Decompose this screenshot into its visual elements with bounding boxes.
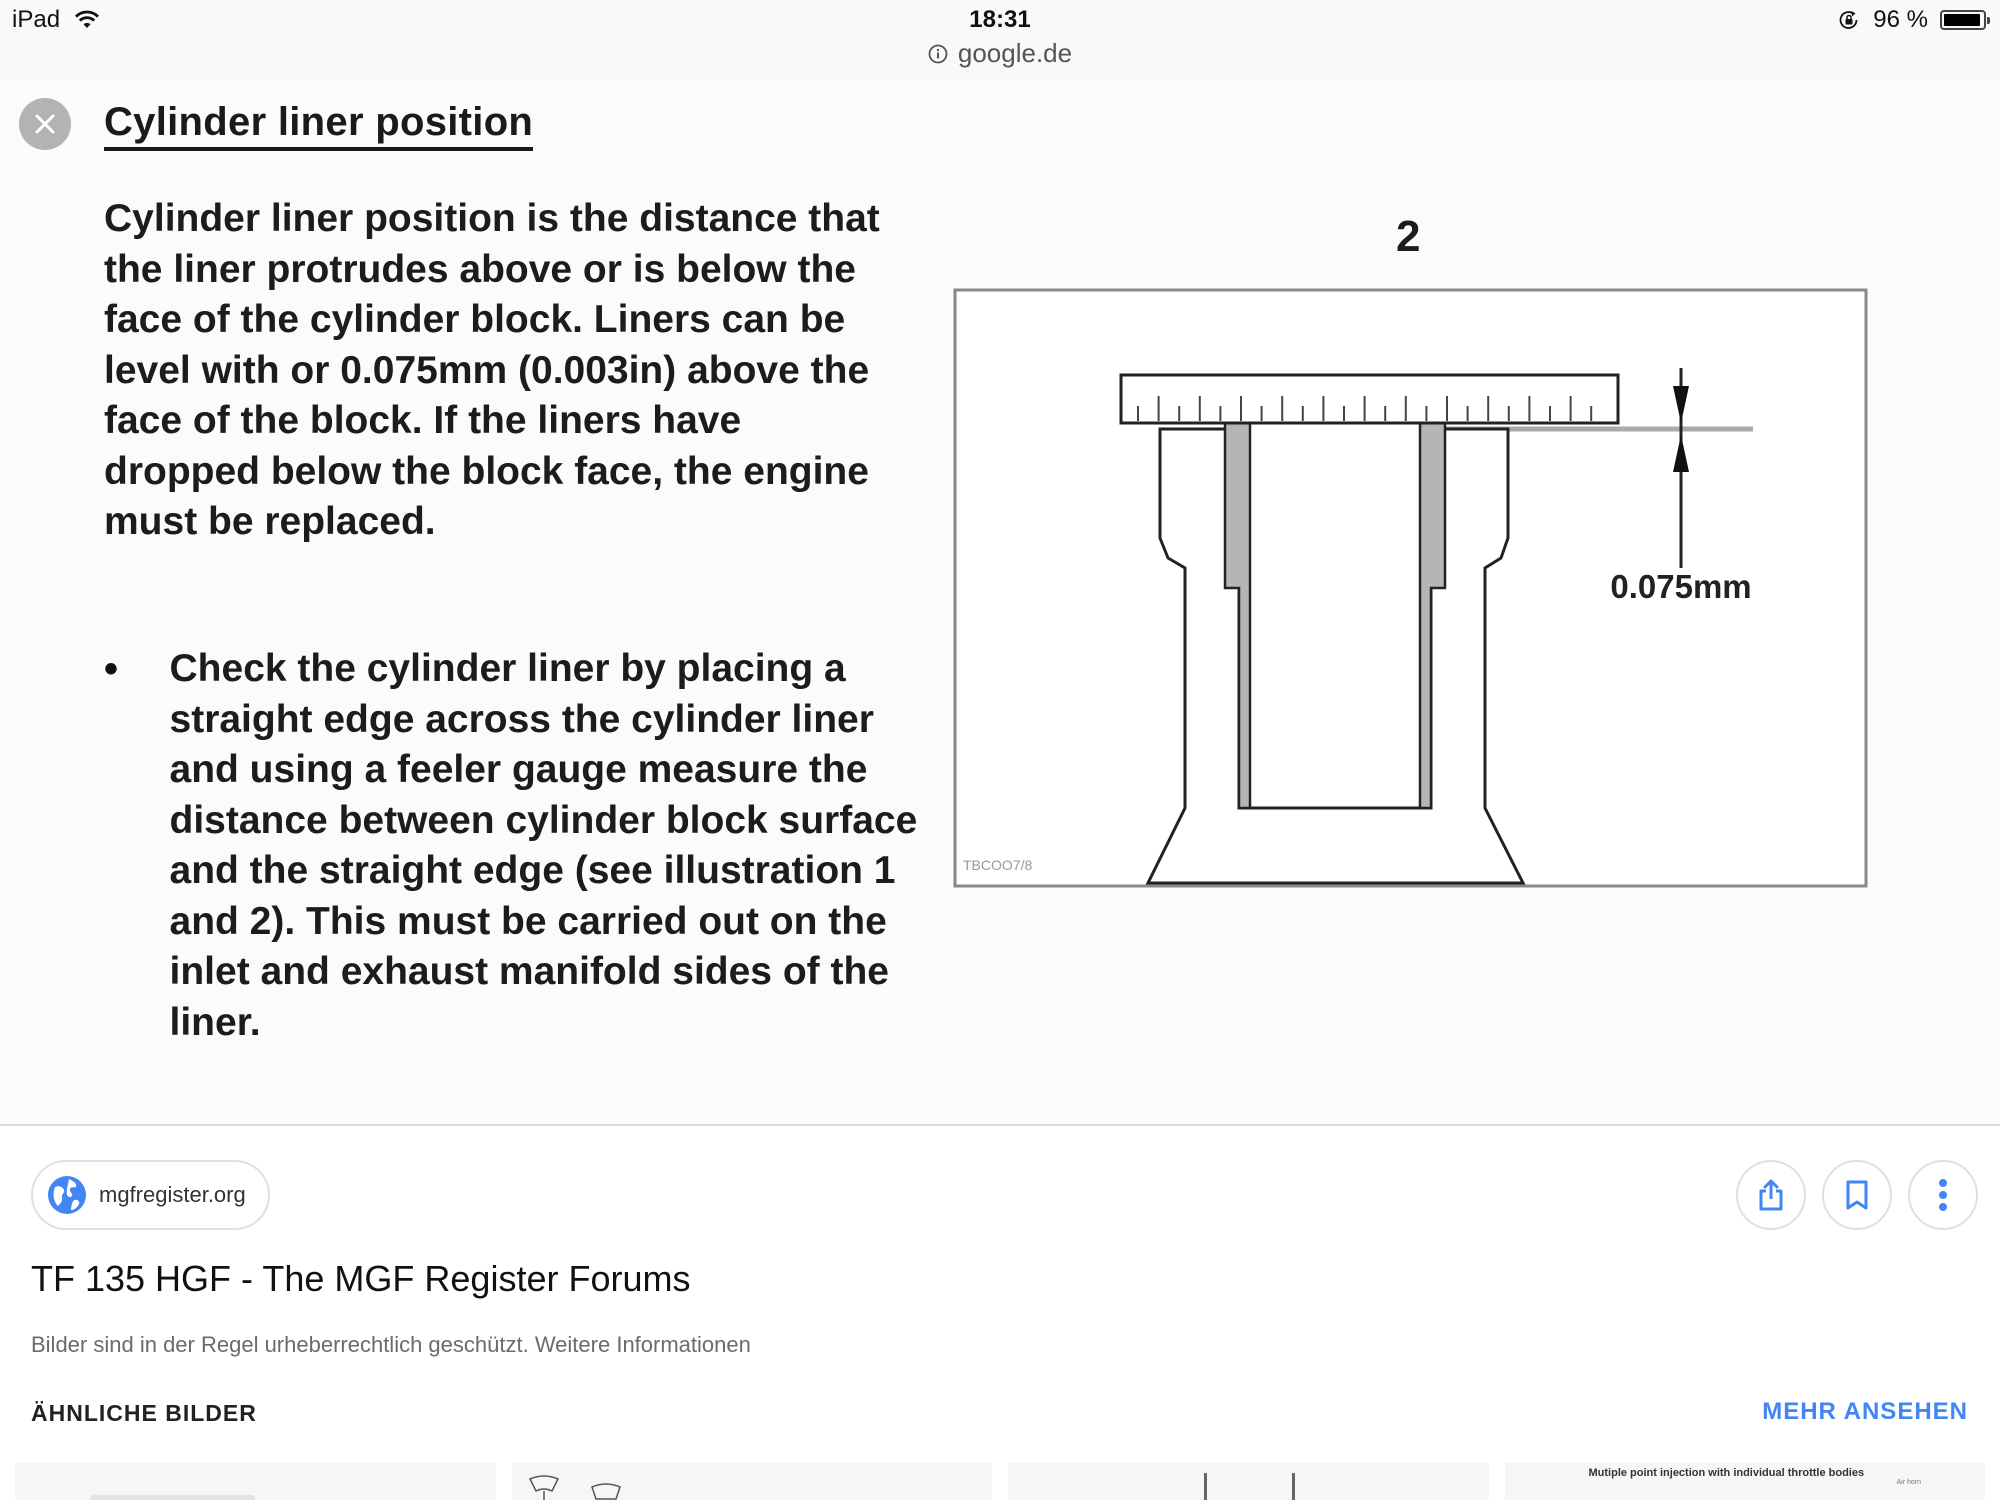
share-icon [1756,1178,1786,1212]
status-bar [0,0,2000,78]
status-right [1837,6,1986,34]
info-icon [928,44,948,64]
measurement-label: 0.075mm [1610,568,1752,605]
copyright-notice[interactable]: Bilder sind in der Regel urheberrechtlich geschützt. Weitere Informationen [31,1332,751,1357]
thumbnail-sublabel: Air horn [1896,1479,1922,1486]
source-domain: mgfregister.org [99,1182,246,1207]
bullet-marker: • [104,647,119,691]
figure-number: 2 [1396,212,1421,261]
document-heading: Cylinder liner position [104,100,533,151]
similar-image-thumbnail[interactable] [512,1463,993,1500]
document-bullet [104,644,924,1048]
url-bar[interactable] [928,38,1072,69]
thumbnail-graphic [90,1495,255,1500]
cylinder-liner-diagram [953,288,1868,888]
more-vertical-icon [1937,1178,1949,1212]
more-options-button[interactable] [1908,1160,1978,1230]
share-button[interactable] [1736,1160,1806,1230]
thumbnail-caption: Mutiple point injection with individual throttle bodies [1588,1467,1865,1479]
battery-percent: 96 % [1873,6,1928,33]
status-center [0,6,2000,69]
result-panel [0,1126,2000,1500]
similar-image-thumbnail[interactable] [1008,1463,1489,1500]
similar-image-thumbnail[interactable] [15,1463,496,1500]
rotation-lock-icon [1837,8,1861,32]
see-more-link[interactable]: MEHR ANSEHEN [1762,1398,1968,1425]
action-buttons [1736,1160,1978,1230]
similar-image-thumbnail[interactable] [1505,1463,1986,1500]
result-title[interactable]: TF 135 HGF - The MGF Register Forums [31,1258,691,1299]
cylinder-bore [1239,423,1431,808]
source-chip[interactable] [31,1160,270,1230]
document-paragraph: Cylinder liner position is the distance that the liner protrudes above or is below the face of the cylinder block. Liners can be level with or 0.075mm (0.003in) above the face of the block. If the liners have dropped below the block face, the engine must be replaced. [104,197,880,543]
close-button[interactable] [19,98,71,150]
similar-images-heading: ÄHNLICHE BILDER [31,1400,257,1426]
thumbnail-graphic [522,1465,652,1500]
image-viewer [0,78,2000,1124]
thumbnail-graphic [1292,1473,1295,1500]
globe-icon [47,1175,87,1215]
bookmark-icon [1844,1179,1870,1211]
device-name: iPad [12,6,61,33]
bookmark-button[interactable] [1822,1160,1892,1230]
bullet-text: Check the cylinder liner by placing a straight edge across the cylinder liner and using a feeler gauge measure the distance between cylinder block surface and the straight edge (see illustration 1 and 2). This must be carried out on the inlet and exhaust manifold sides of the liner. [169,647,918,1044]
similar-images-row [15,1463,1985,1500]
clock: 18:31 [969,6,1031,33]
battery-icon [1940,10,1986,30]
battery-level [1944,14,1980,26]
close-icon [33,112,57,136]
figure-code: TBCOO7/8 [963,857,1033,873]
thumbnail-graphic [1204,1473,1207,1500]
straight-edge [1121,375,1618,423]
url-text: google.de [957,38,1073,68]
